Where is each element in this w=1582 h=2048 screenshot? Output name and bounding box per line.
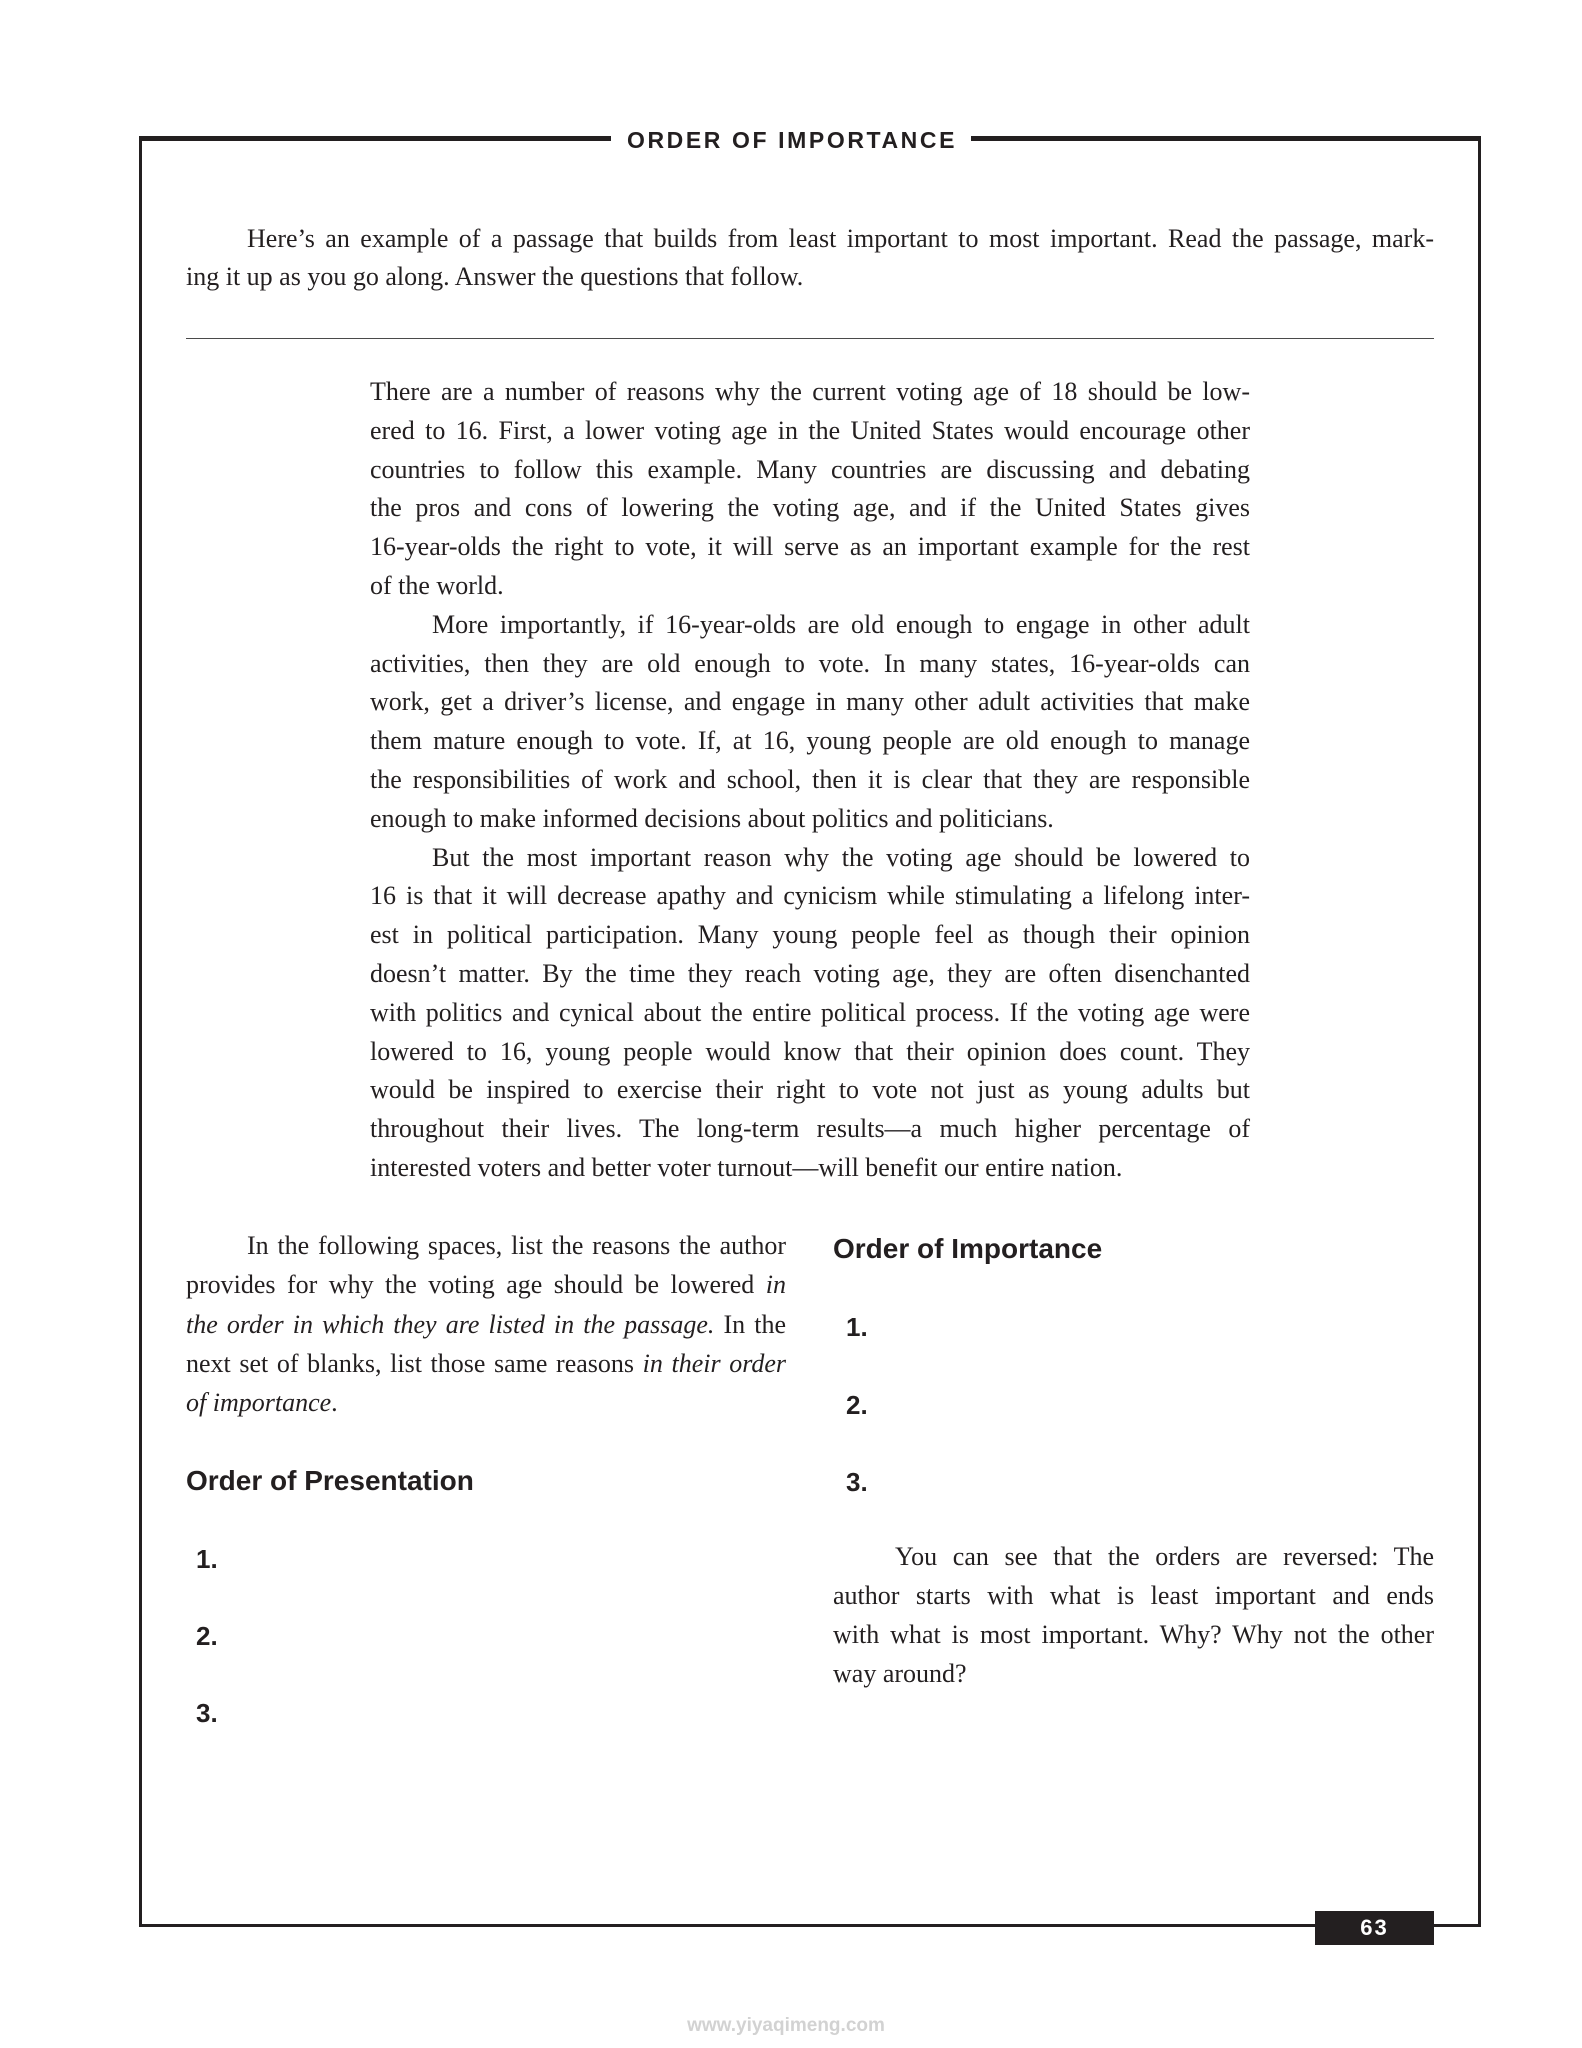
passage-line: of the world. — [370, 570, 504, 600]
section-header — [0, 122, 1582, 162]
order-of-presentation-heading: Order of Presentation — [186, 1465, 474, 1496]
passage-line: would be inspired to exercise their right to vote not just as young adults but — [370, 1075, 1250, 1105]
passage-line: lowered to 16, young people would know that their opinion does count. They — [370, 1036, 1250, 1066]
reflection-line: You can see that the orders are reversed: The — [895, 1542, 1434, 1571]
instructions-line — [186, 1265, 786, 1304]
passage-paragraph — [370, 839, 1250, 1188]
example-passage — [370, 373, 1250, 1188]
passage-line: 16-year-olds the right to vote, it will serve as an important example for the rest — [370, 532, 1250, 562]
passage-line: But the most important reason why the voting age should be lowered to — [432, 842, 1250, 872]
passage-paragraph — [370, 373, 1250, 606]
passage-line: interested voters and better voter turnout—will benefit our entire nation. — [370, 1152, 1123, 1182]
passage-line: the responsibilities of work and school, then it is clear that they are responsible — [370, 764, 1250, 794]
instructions-emphasis: of importance — [186, 1388, 332, 1417]
instructions-paragraph — [186, 1226, 786, 1422]
importance-item-number: 2. — [846, 1390, 868, 1420]
passage-line: There are a number of reasons why the current voting age of 18 should be low- — [370, 377, 1250, 406]
intro-paragraph — [186, 220, 1434, 296]
instructions-line — [186, 1344, 786, 1383]
passage-line: countries to follow this example. Many countries are discussing and debating — [370, 454, 1250, 484]
instructions-emphasis: the order in which they are listed in the passage. — [186, 1309, 715, 1339]
passage-line: throughout their lives. The long-term results—a much higher percentage of — [370, 1114, 1250, 1144]
order-of-importance-heading: Order of Importance — [833, 1233, 1103, 1264]
page-number: 63 — [1315, 1911, 1434, 1945]
importance-item-number: 1. — [846, 1312, 868, 1342]
instructions-text: In the following spaces, list the reasons the author — [247, 1231, 786, 1260]
watermark: www.yiyaqimeng.com — [687, 2015, 885, 2036]
presentation-item-number: 1. — [196, 1544, 218, 1574]
reflection-line: with what is most important. Why? Why not the other — [833, 1620, 1434, 1649]
passage-line: work, get a driver’s license, and engage in many other adult activities that make — [370, 687, 1250, 717]
reflection-line: author starts with what is least important and ends — [833, 1581, 1434, 1610]
section-title: ORDER OF IMPORTANCE — [611, 127, 971, 153]
passage-line: the pros and cons of lowering the voting age, and if the United States gives — [370, 493, 1250, 523]
presentation-item-number: 2. — [196, 1621, 218, 1651]
passage-line: doesn’t matter. By the time they reach voting age, they are often disenchanted — [370, 958, 1250, 988]
passage-line: est in political participation. Many young people feel as though their opinion — [370, 920, 1250, 950]
passage-line: ered to 16. First, a lower voting age in the United States would encourage other — [370, 415, 1250, 445]
reflection-paragraph — [833, 1537, 1434, 1693]
passage-line: activities, then they are old enough to vote. In many states, 16-year-olds can — [370, 648, 1250, 678]
divider-rule — [186, 338, 1434, 339]
passage-line: them mature enough to vote. If, at 16, young people are old enough to manage — [370, 726, 1250, 756]
instructions-line — [186, 1226, 786, 1265]
presentation-item-number: 3. — [196, 1698, 218, 1728]
passage-line: enough to make informed decisions about politics and politicians. — [370, 803, 1054, 833]
instructions-text: next set of blanks, list those same reasons — [186, 1348, 643, 1378]
passage-line: 16 is that it will decrease apathy and cynicism while stimulating a lifelong inter- — [370, 881, 1250, 911]
instructions-text: . — [331, 1388, 338, 1417]
passage-line: with politics and cynical about the entire political process. If the voting age were — [370, 997, 1250, 1027]
instructions-emphasis: in their order — [642, 1348, 786, 1378]
intro-line: ing it up as you go along. Answer the questions that follow. — [186, 262, 804, 291]
importance-item-number: 3. — [846, 1467, 868, 1497]
instructions-text: In the — [714, 1309, 787, 1339]
passage-paragraph — [370, 606, 1250, 839]
instructions-text: provides for why the voting age should be lowered — [186, 1270, 766, 1300]
passage-line: More importantly, if 16-year-olds are old enough to engage in other adult — [432, 609, 1250, 639]
instructions-line — [186, 1305, 786, 1344]
instructions-line — [186, 1383, 786, 1422]
reflection-line: way around? — [833, 1659, 967, 1688]
intro-line: Here’s an example of a passage that builds from least important to most important. Read the passage, mark- — [247, 224, 1434, 253]
instructions-emphasis: in — [765, 1270, 786, 1300]
